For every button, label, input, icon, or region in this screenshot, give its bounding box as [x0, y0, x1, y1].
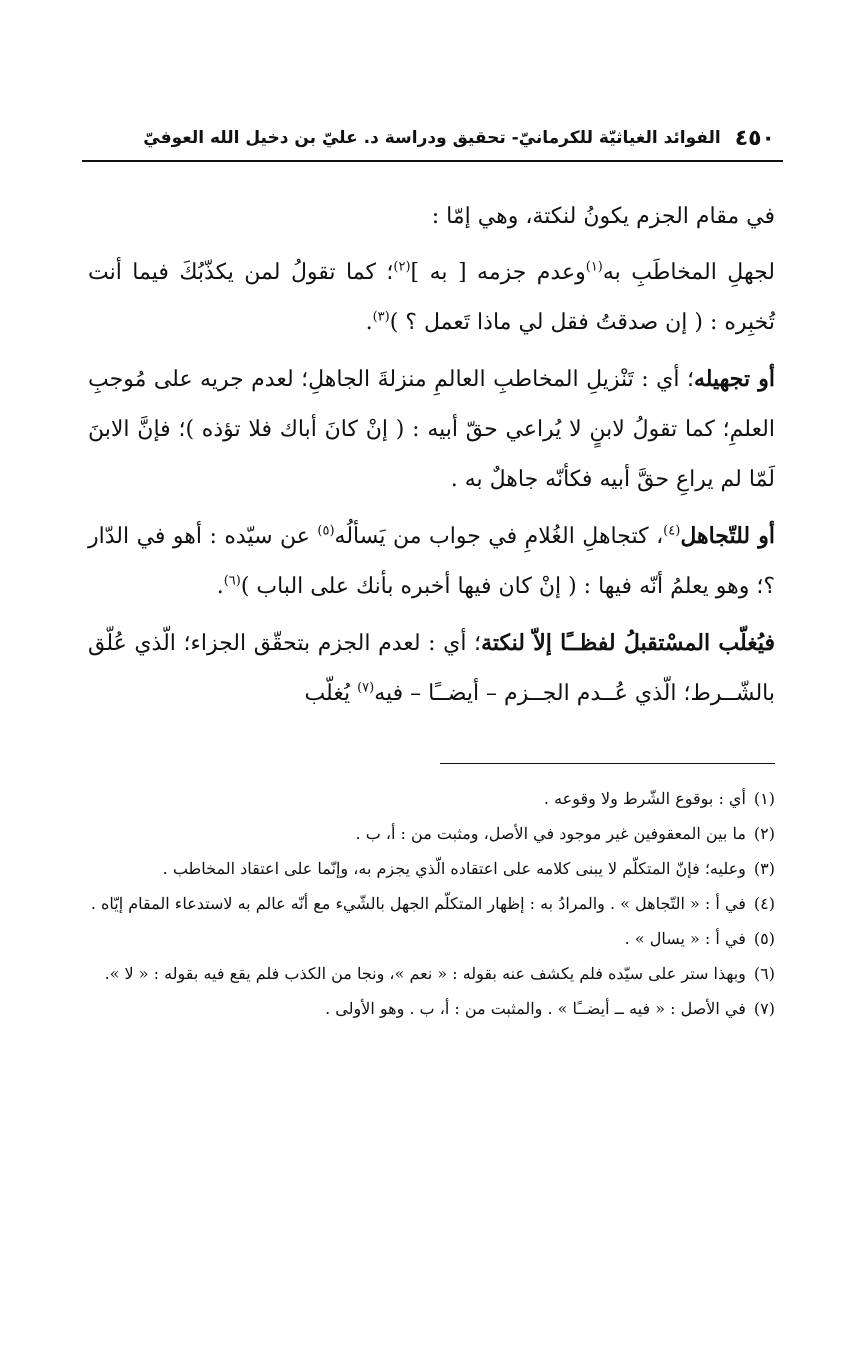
- paragraph-2: [88, 248, 775, 348]
- paragraph-2-part-d: .: [365, 310, 373, 335]
- footnote-ref-4[interactable]: (٤): [663, 523, 681, 539]
- paragraph-5-part-b: يُغلّب: [304, 681, 358, 706]
- paragraph-2-part-a: لجهلِ المخاطَبِ به: [602, 260, 775, 285]
- paragraph-4-lead: أو للتّجاهل: [680, 523, 775, 549]
- footnote-1: [82, 782, 775, 816]
- footnote-5: [82, 922, 775, 956]
- footnote-ref-3[interactable]: (٣): [372, 309, 390, 325]
- footnote-text: وبهذا ستر على سيّده فلم يكشف عنه بقوله : « نعم »، ونجا من الكذب فلم يقع فيه بقوله : « لا ».: [104, 964, 746, 983]
- footnote-text: في الأصل : « فيه ــ أيضــًا » . والمثبت من : أ، ب . وهو الأولى .: [325, 999, 746, 1018]
- footnote-number: (٣): [753, 859, 775, 878]
- footnote-4: [82, 887, 775, 921]
- paragraph-1: في مقام الجزم يكونُ لنكتة، وهي إمّا :: [431, 204, 775, 229]
- paragraph-5: [88, 618, 775, 719]
- paragraph-5-lead: فيُغلّب المسْتقبلُ لفظــًا إلاّ لنكتة: [481, 630, 775, 656]
- footnote-text: ما بين المعقوفين غير موجود في الأصل، ومثبت من : أ، ب .: [355, 824, 746, 843]
- footnote-number: (٤): [753, 894, 775, 913]
- footnote-ref-2[interactable]: (٢): [393, 259, 411, 275]
- footnote-number: (٥): [753, 929, 775, 948]
- paragraph-2-part-b: وعدم جزمه [ به ]: [410, 260, 586, 285]
- footnote-ref-5[interactable]: (٥): [317, 523, 335, 539]
- footnote-6: [82, 957, 775, 991]
- footnote-3: [82, 852, 775, 886]
- header-title: الفوائد الغياثيّة للكرمانيّ- تحقيق ودراسة د. عليّ بن دخيل الله العوفيّ: [143, 128, 721, 148]
- paragraph-3-lead: أو تجهيله: [693, 366, 775, 392]
- footnote-text: وعليه؛ فإنّ المتكلّم لا يبنى كلامه على اعتقاده الّذي يجزم به، وإنّما على اعتقاد المخاطب .: [162, 859, 746, 878]
- paragraph-3-text: ؛ أي : تَنْزيلِ المخاطبِ العالمِ منزلةَ الجاهلِ؛ لعدم جريه على مُوجبِ العلمِ؛ كما تقولُ لابنٍ لا يُراعي حقّ أبيه : ( إنْ كانَ أباك فلا تؤذه )؛ فإنَّ الابنَ لَمّا لم يراعِ حقَّ أبيه فكأنّه جاهلٌ به .: [88, 367, 776, 492]
- paragraph-4-part-c: .: [216, 574, 224, 599]
- paragraph-2-part-c: ؛ كما تقولُ لمن يكذّبُكَ فيما أنت تُخبِره : ( إن صدقتُ فقل لي ماذا تَعمل ؟ ): [88, 260, 775, 335]
- footnote-ref-1[interactable]: (١): [585, 259, 603, 275]
- footnote-number: (٧): [753, 999, 775, 1018]
- footnote-ref-7[interactable]: (٧): [357, 680, 375, 696]
- paragraph-4: [88, 511, 775, 612]
- footnote-number: (٦): [753, 964, 775, 983]
- paragraph-5-part-a: ؛ أي : لعدم الجزم بتحقّق الجزاء؛ الّذي عُلّق بالشّــرط؛ الّذي عُــدم الجــزم – أيضــًا – فيه: [88, 631, 775, 706]
- paragraph-4-part-a: ، كتجاهلِ الغُلامِ في جواب من يَسألُه: [334, 524, 664, 549]
- paragraph-3: [88, 354, 775, 505]
- footnote-7: [82, 992, 775, 1026]
- footnote-text: في أ : « التّجاهل » . والمرادُ به : إظهار المتكلّم الجهل بالشّيء مع أنّه عالم به لاستدعاء المقام إيّاه .: [90, 894, 746, 913]
- footnote-number: (١): [753, 789, 775, 808]
- running-header: [82, 118, 775, 158]
- footnote-number: (٢): [753, 824, 775, 843]
- main-text: [88, 192, 775, 719]
- header-rule: [82, 160, 783, 162]
- page-number: ٤٥٠: [734, 125, 775, 151]
- footnote-ref-6[interactable]: (٦): [223, 573, 241, 589]
- footnote-separator: [440, 763, 775, 764]
- footnotes: [82, 782, 775, 1027]
- paragraph-4-part-b: عن سيّده : أهو في الدّار ؟؛ وهو يعلمُ أنّه فيها : ( إنْ كان فيها أخبره بأنك على الباب ): [88, 524, 775, 599]
- footnote-text: في أ : « يسال » .: [624, 929, 746, 948]
- footnote-2: [82, 817, 775, 851]
- footnote-text: أي : بوقوع الشّرط ولا وقوعه .: [543, 789, 746, 808]
